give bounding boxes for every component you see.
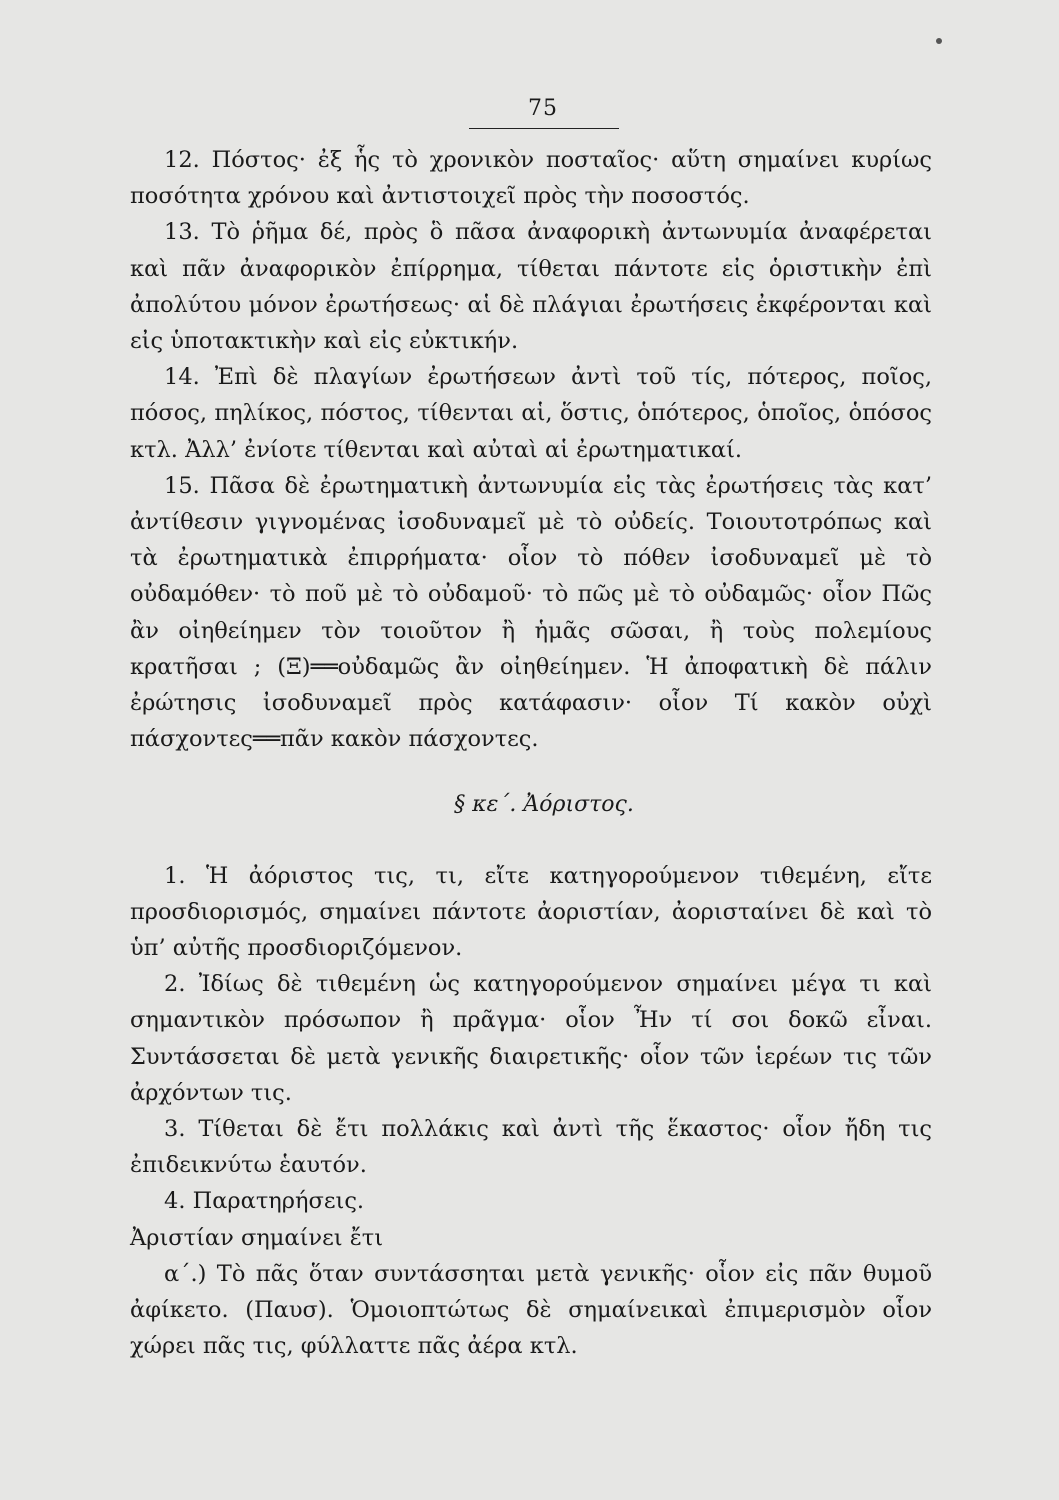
paragraph-15: 15. Πᾶσα δὲ ἐρωτηματικὴ ἀντωνυμία εἰς τὰς ἐρωτήσεις τὰς κατ’ ἀντίθεσιν γιγνομένας ἰσοδυναμεῖ μὲ τὸ οὐδείς. Τοιουτοτρόπως καὶ τὰ ἐρωτηματικὰ ἐπιρρήματα· οἷον τὸ πόθεν ἰσοδυναμεῖ μὲ τὸ οὐδαμόθεν· τὸ ποῦ μὲ τὸ οὐδαμοῦ· τὸ πῶς μὲ τὸ οὐδαμῶς· οἷον Πῶς ἂν οἰηθείημεν τὸν τοιοῦτον ἢ ἡμᾶς σῶσαι, ἢ τοὺς πολεμίους κρατῆσαι ; (Ξ)══οὐδαμῶς ἂν οἰηθείημεν. Ἡ ἀποφατικὴ δὲ πάλιν ἐρώτησις ἰσοδυναμεῖ πρὸς κατάφασιν· οἷον Τί κακὸν οὐχὶ πάσχοντες══πᾶν κακὸν πάσχοντες. [130,472,932,753]
paragraph-14: 14. Ἐπὶ δὲ πλαγίων ἐρωτήσεων ἀντὶ τοῦ τίς, πότερος, ποῖος, πόσος, πηλίκος, πόστος, τίθενται αἱ, ὅστις, ὁπότερος, ὁποῖος, ὁπόσος κτλ. Ἀλλ’ ἐνίοτε τίθενται καὶ αὐταὶ αἱ ἐρωτηματικαί. [130,364,932,463]
ink-speck [936,38,942,44]
paragraph-4: 4. Παρατηρήσεις. [164,1188,365,1215]
paragraph-2: 2. Ἰδίως δὲ τιθεμένη ὡς κατηγορούμενον σημαίνει μέγα τι καὶ σημαντικὸν πρόσωπον ἢ πρᾶγμα· οἷον Ἦν τί σοι δοκῶ εἶναι. Συντάσσεται δὲ μετὰ γενικῆς διαιρετικῆς· οἷον τῶν ἱερέων τις τῶν ἀρχόντων τις. [130,971,932,1106]
line-aristian: Ἀριστίαν σημαίνει ἔτι [130,1224,384,1251]
paragraph-3: 3. Τίθεται δὲ ἔτι πολλάκις καὶ ἀντὶ τῆς ἕκαστος· οἷον ἤδη τις ἐπιδεικνύτω ἑαυτόν. [130,1116,932,1179]
paragraph-12: 12. Πόστος· ἐξ ἧς τὸ χρονικὸν ποσταῖος· αὕτη σημαίνει κυρίως ποσότητα χρόνου καὶ ἀντιστοιχεῖ πρὸς τὴν ποσοστός. [130,147,932,210]
header-rule [469,128,619,129]
page-number: 75 [528,96,558,121]
paragraph-alpha: α΄.) Τὸ πᾶς ὅταν συντάσσηται μετὰ γενικῆς· οἷον εἰς πᾶν θυμοῦ ἀφίκετο. (Παυσ). Ὁμοιοπτώτως δὲ σημαίνεικαὶ ἐπιμερισμὸν οἷον χώρει πᾶς τις, φύλλαττε πᾶς ἀέρα κτλ. [130,1260,932,1360]
paragraph-1: 1. Ἡ ἀόριστος τις, τι, εἴτε κατηγορούμενον τιθεμένη, εἴτε προσδιορισμός, σημαίνει πάντοτε ἀοριστίαν, ἀορισταίνει δὲ καὶ τὸ ὑπ’ αὐτῆς προσδιοριζόμενον. [130,862,932,962]
paragraph-13: 13. Τὸ ῥῆμα δέ, πρὸς ὃ πᾶσα ἀναφορικὴ ἀντωνυμία ἀναφέρεται καὶ πᾶν ἀναφορικὸν ἐπίρρημα, τίθεται πάντοτε εἰς ὁριστικὴν ἐπὶ ἀπολύτου μόνον ἐρωτήσεως· αἱ δὲ πλάγιαι ἐρωτήσεις ἐκφέρονται καὶ εἰς ὑποτακτικὴν καὶ εἰς εὐκτικήν. [130,219,932,355]
page-body [130,142,932,1365]
section-heading: § κε΄. Ἀόριστος. [454,792,634,818]
